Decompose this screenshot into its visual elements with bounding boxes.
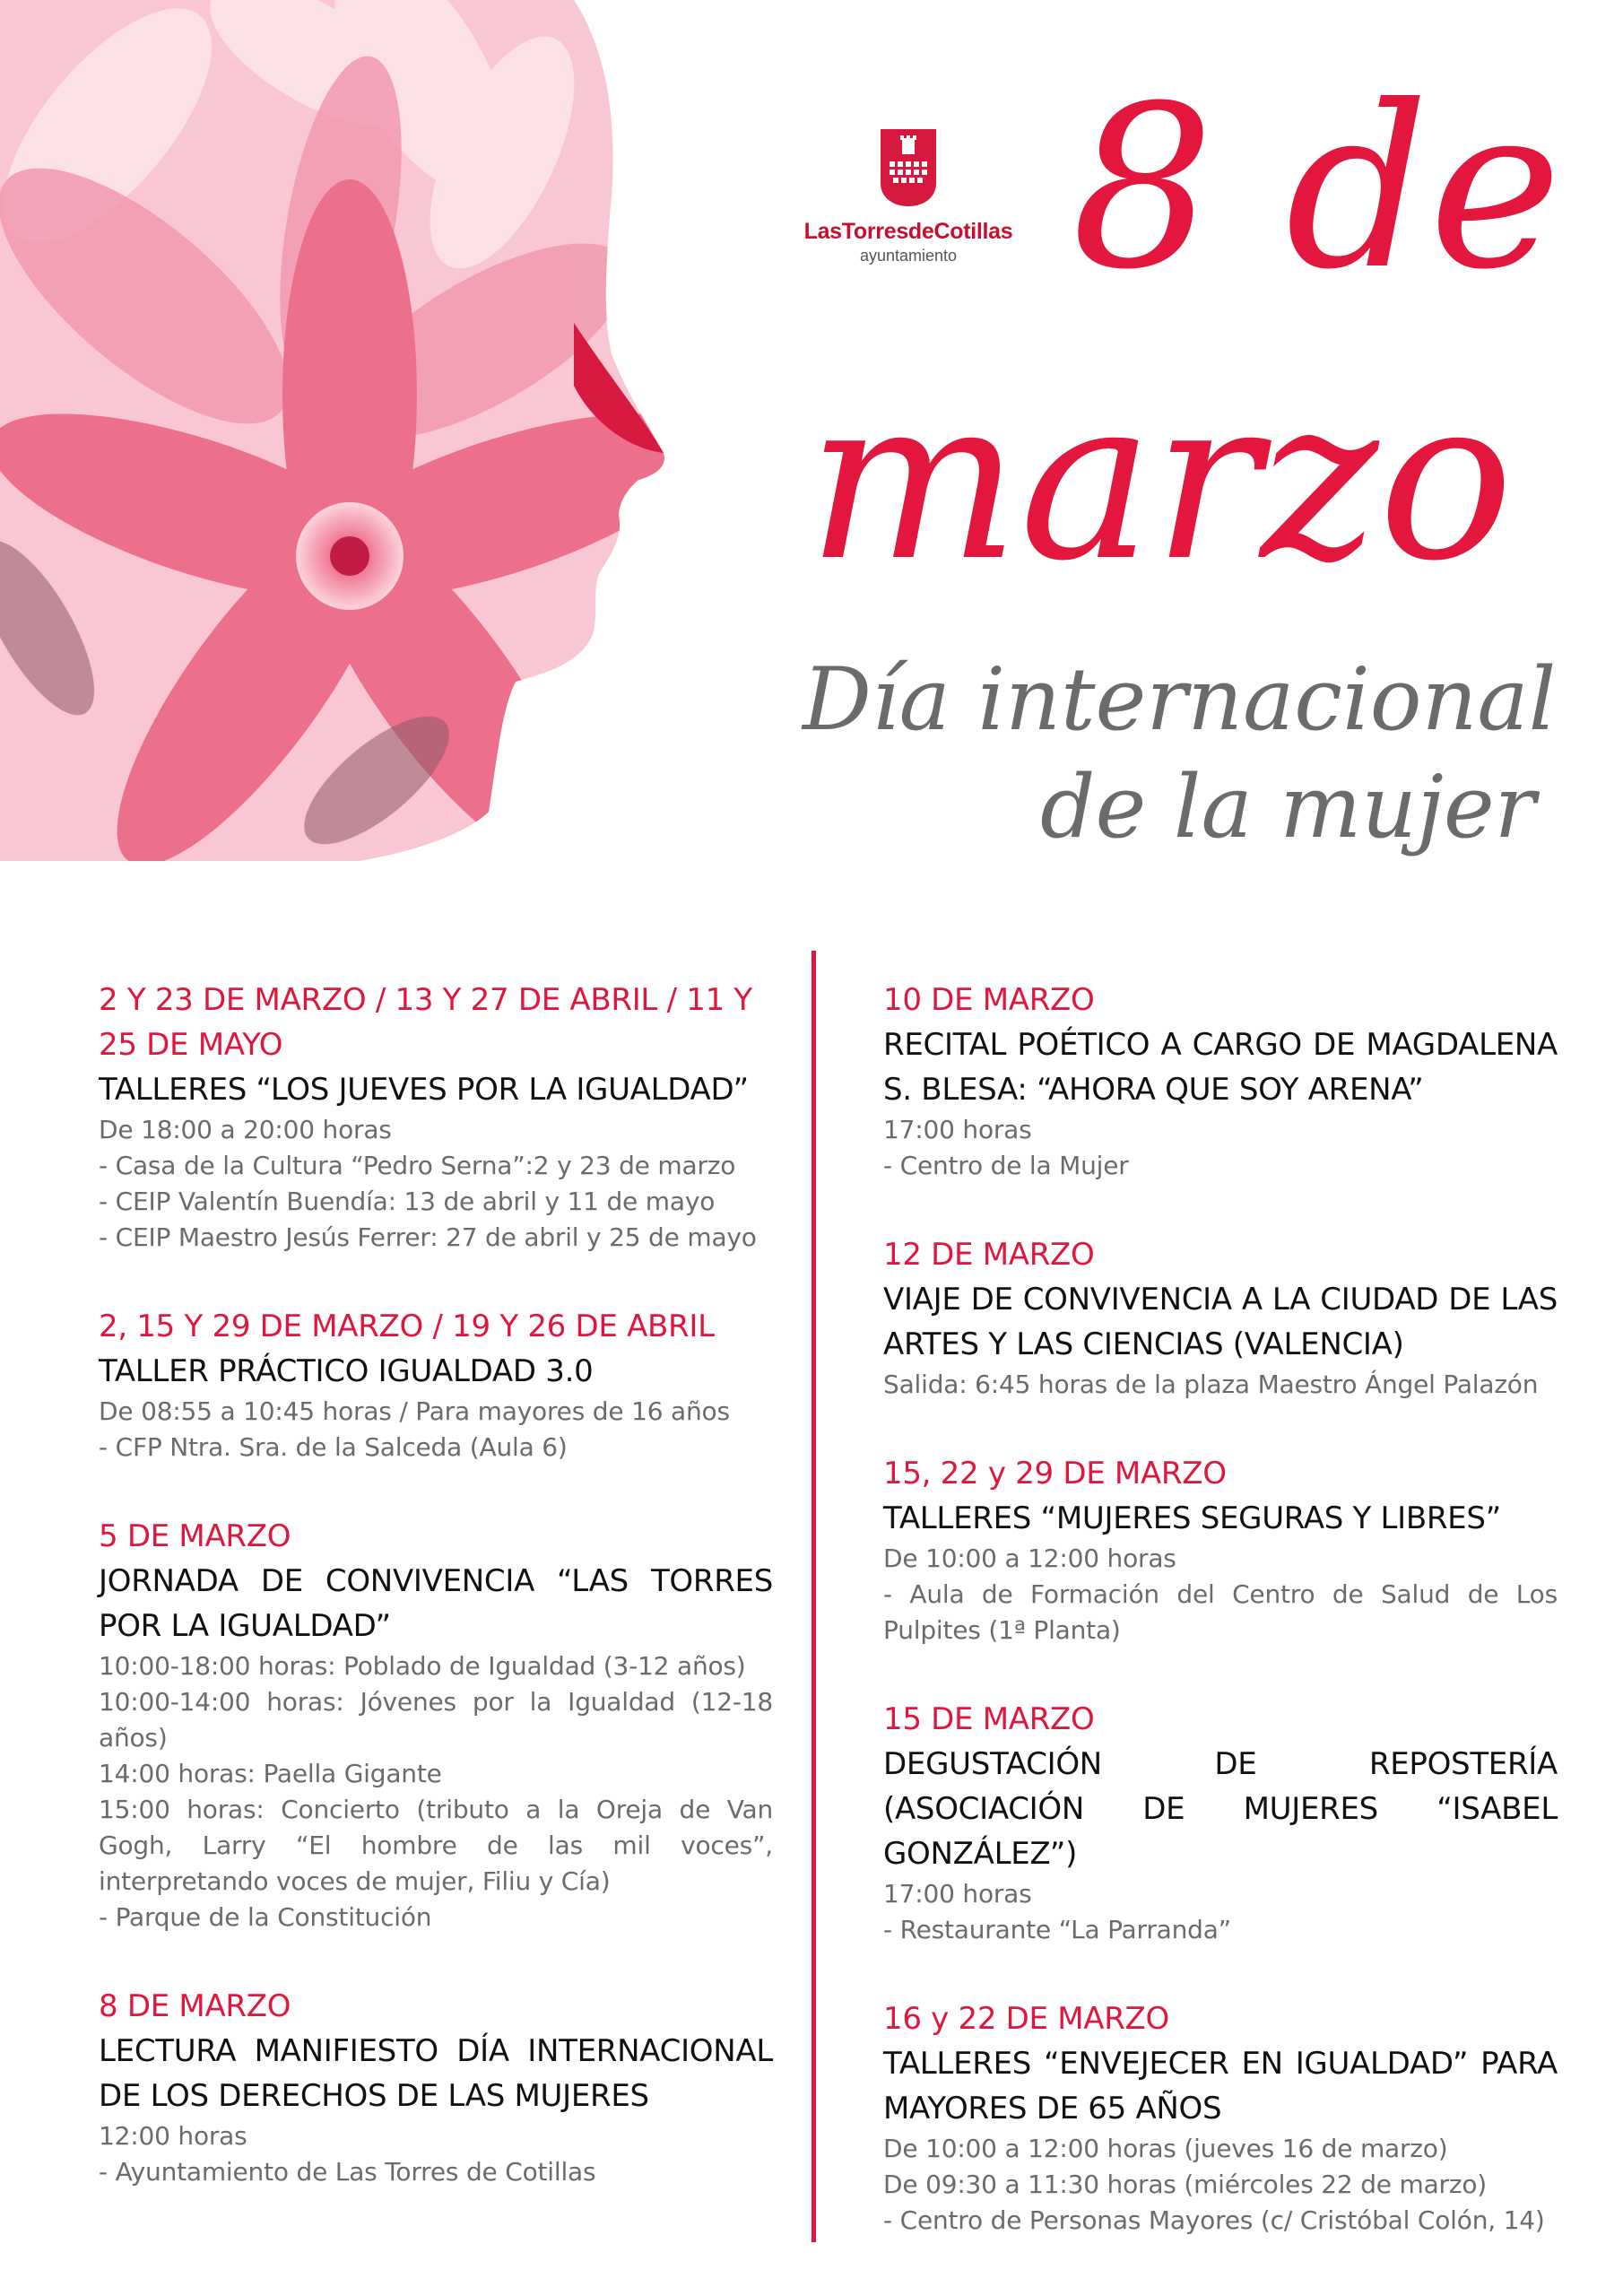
event-detail: 17:00 horas [883,1115,1032,1144]
event-block [883,1451,1558,1648]
event-detail: Salida: 6:45 horas de la plaza Maestro Ángel Palazón [883,1370,1539,1399]
event-detail: De 08:55 a 10:45 horas / Para mayores de 16 años [99,1396,730,1426]
event-date: 5 DE MARZO [99,1518,291,1554]
event-detail: - CEIP Valentín Buendía: 13 de abril y 11 de mayo [99,1187,716,1216]
event-detail: De 10:00 a 12:00 horas [883,1544,1176,1573]
event-title: TALLERES “ENVEJECER EN IGUALDAD” PARA MAYORES DE 65 AÑOS [883,2046,1558,2126]
event-title: TALLERES “LOS JUEVES POR LA IGUALDAD” [99,1072,749,1108]
event-detail: 10:00-14:00 horas: Jóvenes por la Igualdad (12-18 años) [99,1687,773,1752]
event-detail: - Ayuntamiento de Las Torres de Cotillas [99,2157,596,2187]
event-block [99,978,773,1256]
event-detail: - Parque de la Constitución [99,1902,432,1932]
event-title: JORNADA DE CONVIVENCIA “LAS TORRES POR LA IGUALDAD” [99,1563,773,1644]
event-date: 15, 22 y 29 DE MARZO [883,1456,1227,1492]
event-title: RECITAL POÉTICO A CARGO DE MAGDALENA S. BLESA: “AHORA QUE SOY ARENA” [883,1027,1558,1108]
title-line-2: marzo [807,349,1514,610]
event-detail: - Aula de Formación del Centro de Salud de Los Pulpites (1ª Planta) [883,1579,1558,1645]
event-date: 8 DE MARZO [99,1988,291,2024]
events-left-column [99,978,773,2239]
event-title: LECTURA MANIFIESTO DÍA INTERNACIONAL DE LOS DERECHOS DE LAS MUJERES [99,2033,773,2114]
event-detail: De 09:30 a 11:30 horas (miércoles 22 de marzo) [883,2170,1488,2199]
municipality-logo [796,127,1020,265]
event-block [99,1304,773,1465]
event-block [883,1996,1558,2239]
event-detail: 10:00-18:00 horas: Poblado de Igualdad (3-12 años) [99,1651,746,1681]
event-detail: - Centro de Personas Mayores (c/ Cristóbal Colón, 14) [883,2205,1545,2235]
event-date: 2, 15 Y 29 DE MARZO / 19 Y 26 DE ABRIL [99,1309,715,1344]
event-date: 12 DE MARZO [883,1237,1095,1273]
event-detail: 17:00 horas [883,1879,1032,1909]
event-title: VIAJE DE CONVIVENCIA A LA CIUDAD DE LAS ARTES Y LAS CIENCIAS (VALENCIA) [883,1282,1558,1362]
event-detail: De 18:00 a 20:00 horas [99,1115,392,1144]
event-block [883,1697,1558,1948]
event-detail: - CEIP Maestro Jesús Ferrer: 27 de abril y 25 de mayo [99,1222,757,1252]
event-detail: 12:00 horas [99,2121,247,2151]
logo-name: LasTorresdeCotillas [803,219,1013,244]
event-block [883,1232,1558,1403]
event-detail: - Restaurante “La Parranda” [883,1915,1231,1944]
event-detail: - CFP Ntra. Sra. de la Salceda (Aula 6) [99,1432,568,1462]
tower-shield-icon [879,127,938,208]
event-detail: 15:00 horas: Concierto (tributo a la Oreja de Van Gogh, Larry “El hombre de las mil voces”, interpretando voces de mujer, Filiu y Cía) [99,1795,773,1896]
event-date: 16 y 22 DE MARZO [883,2001,1170,2037]
subtitle-line-1: Día internacional [803,649,1557,750]
logo-subtitle: ayuntamiento [859,247,958,265]
event-title: TALLER PRÁCTICO IGUALDAD 3.0 [99,1353,594,1389]
event-title: TALLERES “MUJERES SEGURAS Y LIBRES” [883,1500,1501,1536]
event-detail: - Centro de la Mujer [883,1151,1129,1180]
subtitle-line-2: de la mujer [1040,757,1536,857]
event-date: 2 Y 23 DE MARZO / 13 Y 27 DE ABRIL / 11 Y 25 DE MAYO [99,982,752,1063]
event-detail: - Casa de la Cultura “Pedro Serna”:2 y 23 de marzo [99,1151,736,1180]
title-line-1: 8 de [1072,57,1562,318]
event-title: DEGUSTACIÓN DE REPOSTERÍA (ASOCIACIÓN DE MUJERES “ISABEL GONZÁLEZ”) [883,1746,1558,1872]
event-block [883,978,1558,1184]
event-date: 15 DE MARZO [883,1701,1095,1737]
event-block [99,1514,773,1935]
floral-woman-profile-illustration [0,0,681,861]
column-divider [812,951,816,2242]
event-detail: De 10:00 a 12:00 horas (jueves 16 de marzo) [883,2134,1448,2163]
event-block [99,1984,773,2190]
event-detail: 14:00 horas: Paella Gigante [99,1759,442,1788]
event-date: 10 DE MARZO [883,982,1095,1018]
events-right-column [883,978,1558,2287]
